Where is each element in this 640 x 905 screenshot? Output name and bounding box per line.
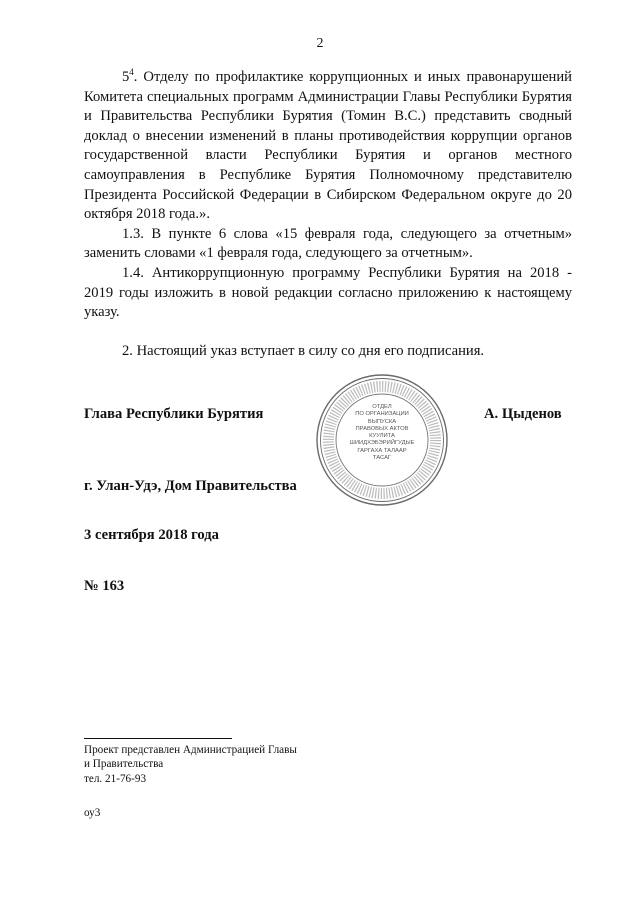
- clause-number: 5: [122, 69, 130, 85]
- paragraph-1-4: 1.4. Антикоррупционную программу Республики Бурятия на 2018 - 2019 годы изложить в новой редакции согласно приложению к настоящему указу.: [84, 264, 572, 321]
- footnote: [84, 743, 297, 786]
- clause-text: . Отделу по профилактике коррупционных и иных правонарушений Комитета специальных программ Администрации Главы Республики Бурятия и Правительства Республики Бурятия (Томин В.С.) представить сводный доклад о внесении изменений в планы противодействия коррупции органов государственной власти Республики Бурятия и органов местного самоуправления в Республике Бурятия Полномочному представителю Президента Российской Федерации в Сибирском Федеральном округе до 20 октября 2018 года.».: [84, 69, 572, 223]
- footnote-divider: [84, 738, 232, 739]
- stamp-line: ГАРГАХА ТАЛААР: [357, 447, 407, 454]
- document-body: [84, 68, 572, 361]
- signing-date: 3 сентября 2018 года: [84, 527, 219, 543]
- stamp-line: ТАСАГ: [372, 455, 392, 462]
- stamp-line: ПО ОРГАНИЗАЦИИ: [355, 411, 409, 418]
- page-number: 2: [316, 36, 324, 51]
- official-stamp: [314, 372, 450, 508]
- signatory-name: А. Цыденов: [484, 406, 562, 422]
- footnote-line: Проект представлен Администрацией Главы: [84, 744, 297, 756]
- stamp-line: ПРАВОВЫХ АКТОВ: [355, 425, 409, 432]
- place-of-signing: г. Улан-Удэ, Дом Правительства: [84, 478, 297, 494]
- clause-superscript: 4: [129, 67, 134, 78]
- signatory-title: Глава Республики Бурятия: [84, 406, 264, 422]
- document-code: оу3: [84, 807, 101, 819]
- stamp-line: ШИИДХЭБЭРИЙГУДЫЕ: [349, 440, 415, 447]
- paragraph-5-4: [84, 68, 572, 225]
- stamp-line: ОТДЕЛ: [372, 404, 392, 410]
- decree-number: № 163: [84, 578, 125, 594]
- paragraph-2: 2. Настоящий указ вступает в силу со дня его подписания.: [122, 342, 485, 359]
- footnote-line: и Правительства: [84, 758, 164, 771]
- paragraph-1-3: 1.3. В пункте 6 слова «15 февраля года, следующего за отчетным» заменить словами «1 февраля года, следующего за отчетным».: [84, 225, 572, 262]
- stamp-line: КУУЛИТА: [369, 433, 395, 440]
- stamp-line: ВЫПУСКА: [367, 418, 397, 425]
- footnote-phone: тел. 21-76-93: [84, 772, 147, 785]
- stamp-text: [344, 404, 420, 462]
